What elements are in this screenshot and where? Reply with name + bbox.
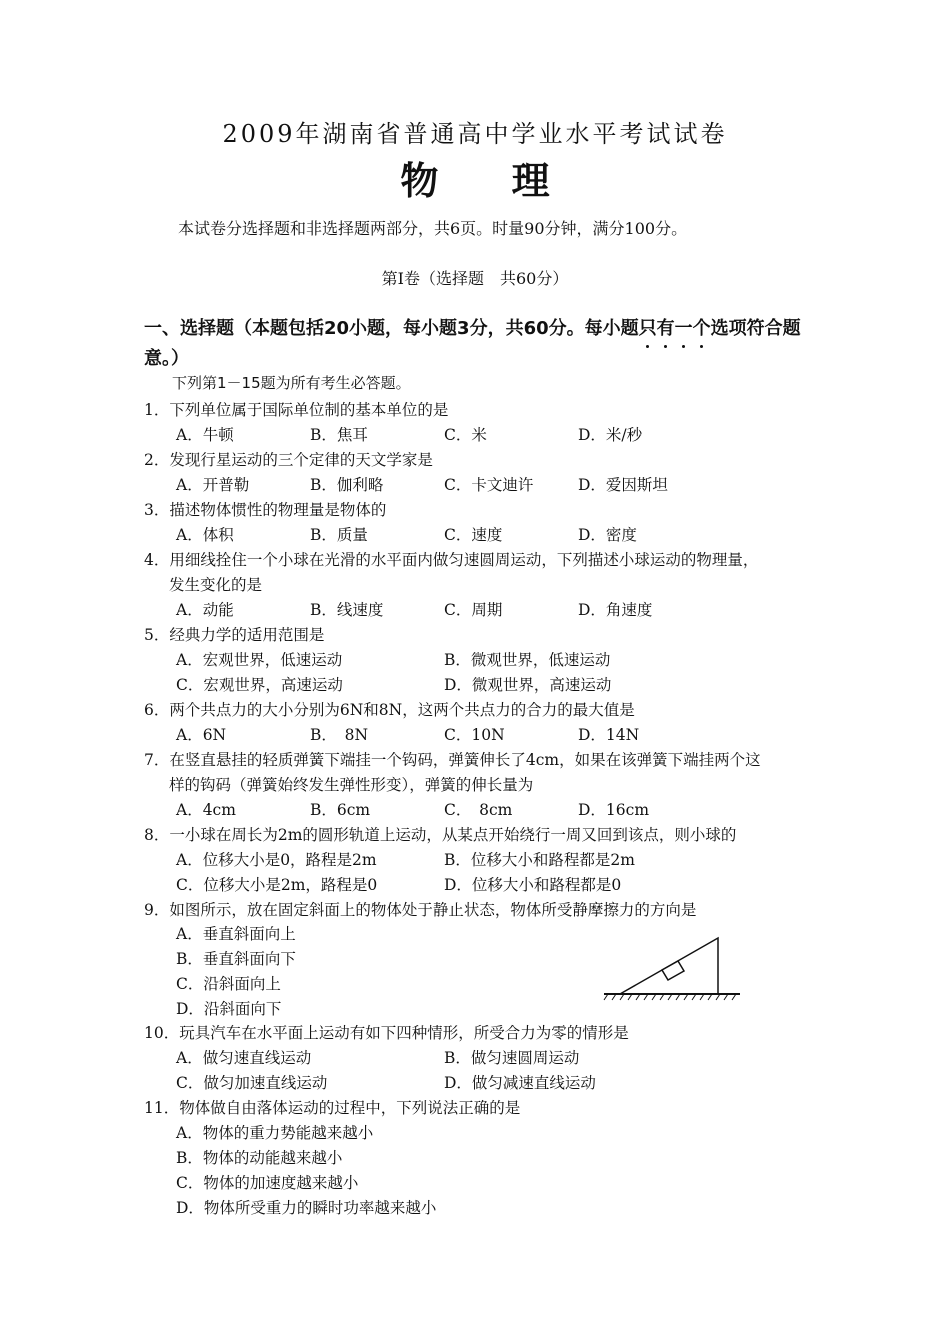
option-d: D．位移大小和路程都是0 — [444, 876, 622, 894]
option-a: A．位移大小是0，路程是2m — [176, 851, 377, 869]
option-a: A．做匀速直线运动 — [176, 1049, 312, 1067]
option-d: D．微观世界，高速运动 — [444, 676, 612, 694]
emphasis-char: 只 — [639, 314, 657, 344]
section-heading-line1: 一、选择题（本题包括20小题，每小题3分，共60分。每小题 — [144, 318, 639, 339]
option-c: C．米 — [444, 426, 487, 444]
question-stem: 1．下列单位属于国际单位制的基本单位的是 — [144, 401, 449, 419]
question-stem: 3．描述物体惯性的物理量是物体的 — [144, 501, 387, 519]
option-d: D．爱因斯坦 — [578, 476, 668, 494]
question-stem: 2．发现行星运动的三个定律的天文学家是 — [144, 451, 433, 469]
option-c: C．宏观世界，高速运动 — [176, 676, 343, 694]
question-stem-cont: 发生变化的是 — [169, 576, 263, 594]
option-a: A．开普勒 — [176, 476, 250, 494]
option-d: D．16cm — [578, 801, 650, 819]
option-a: A．动能 — [176, 601, 234, 619]
option-d: D．物体所受重力的瞬时功率越来越小 — [176, 1199, 437, 1217]
question-stem: 11．物体做自由落体运动的过程中，下列说法正确的是 — [144, 1099, 521, 1117]
subject-title: 物 理 — [400, 159, 550, 203]
option-b: B．焦耳 — [310, 426, 368, 444]
option-a: A．牛顿 — [176, 426, 234, 444]
option-a: A．物体的重力势能越来越小 — [176, 1124, 374, 1142]
emphasis-char: 一 — [675, 314, 693, 344]
option-d: D．角速度 — [578, 601, 653, 619]
incline-diagram — [600, 930, 745, 1002]
option-d: D．沿斜面向下 — [176, 1000, 282, 1018]
option-b: B．垂直斜面向下 — [176, 950, 296, 968]
option-b: B．微观世界，低速运动 — [444, 651, 611, 669]
question-stem: 6．两个共点力的大小分别为6N和8N，这两个共点力的合力的最大值是 — [144, 701, 635, 719]
section-heading — [144, 314, 801, 374]
exam-title: 2009年湖南省普通高中学业水平考试试卷 — [222, 120, 728, 148]
option-b: B．做匀速圆周运动 — [444, 1049, 580, 1067]
option-d: D．米/秒 — [578, 426, 643, 444]
option-b: B．位移大小和路程都是2m — [444, 851, 635, 869]
section-heading-line2: 意。） — [144, 348, 189, 369]
option-c: C．位移大小是2m，路程是0 — [176, 876, 378, 894]
option-a: A．体积 — [176, 526, 234, 544]
option-c: C．做匀加速直线运动 — [176, 1074, 328, 1092]
option-b: B．质量 — [310, 526, 368, 544]
option-b: B． 8N — [310, 726, 369, 744]
question-stem: 9．如图所示，放在固定斜面上的物体处于静止状态，物体所受静摩擦力的方向是 — [144, 901, 697, 919]
option-b: B．伽利略 — [310, 476, 384, 494]
option-b: B．物体的动能越来越小 — [176, 1149, 343, 1167]
question-stem: 7．在竖直悬挂的轻质弹簧下端挂一个钩码，弹簧伸长了4cm，如果在该弹簧下端挂两个这 — [144, 751, 761, 769]
question-stem: 8．一小球在周长为2m的圆形轨道上运动，从某点开始绕行一周又回到该点，则小球的 — [144, 826, 737, 844]
option-c: C．速度 — [444, 526, 503, 544]
option-a: A．垂直斜面向上 — [176, 925, 296, 943]
emphasis-char: 有 — [657, 314, 675, 344]
question-stem-cont: 样的钩码（弹簧始终发生弹性形变），弹簧的伸长量为 — [169, 776, 534, 794]
option-c: C．周期 — [444, 601, 503, 619]
option-c: C．物体的加速度越来越小 — [176, 1174, 359, 1192]
question-stem: 10．玩具汽车在水平面上运动有如下四种情形，所受合力为零的情形是 — [144, 1024, 629, 1042]
option-c: C．10N — [444, 726, 505, 744]
option-d: D．14N — [578, 726, 640, 744]
option-d: D．做匀减速直线运动 — [444, 1074, 596, 1092]
option-b: B．6cm — [310, 801, 371, 819]
option-a: A．宏观世界，低速运动 — [176, 651, 343, 669]
option-a: A．4cm — [176, 801, 236, 819]
emphasis-char: 个 — [693, 314, 711, 344]
option-b: B．线速度 — [310, 601, 384, 619]
section-heading-line1-end: 选项符合题 — [710, 318, 801, 339]
exam-intro: 本试卷分选择题和非选择题两部分，共6页。时量90分钟，满分100分。 — [178, 219, 688, 238]
required-note: 下列第1－15题为所有考生必答题。 — [172, 374, 411, 392]
question-stem: 5．经典力学的适用范围是 — [144, 626, 325, 644]
option-c: C．沿斜面向上 — [176, 975, 281, 993]
block-on-incline — [662, 961, 684, 980]
question-stem: 4．用细线拴住一个小球在光滑的水平面内做匀速圆周运动，下列描述小球运动的物理量， — [144, 551, 759, 569]
volume-title: 第I卷（选择题 共60分） — [381, 269, 569, 288]
option-c: C．卡文迪许 — [444, 476, 534, 494]
option-d: D．密度 — [578, 526, 637, 544]
option-a: A．6N — [176, 726, 227, 744]
option-c: C． 8cm — [444, 801, 513, 819]
